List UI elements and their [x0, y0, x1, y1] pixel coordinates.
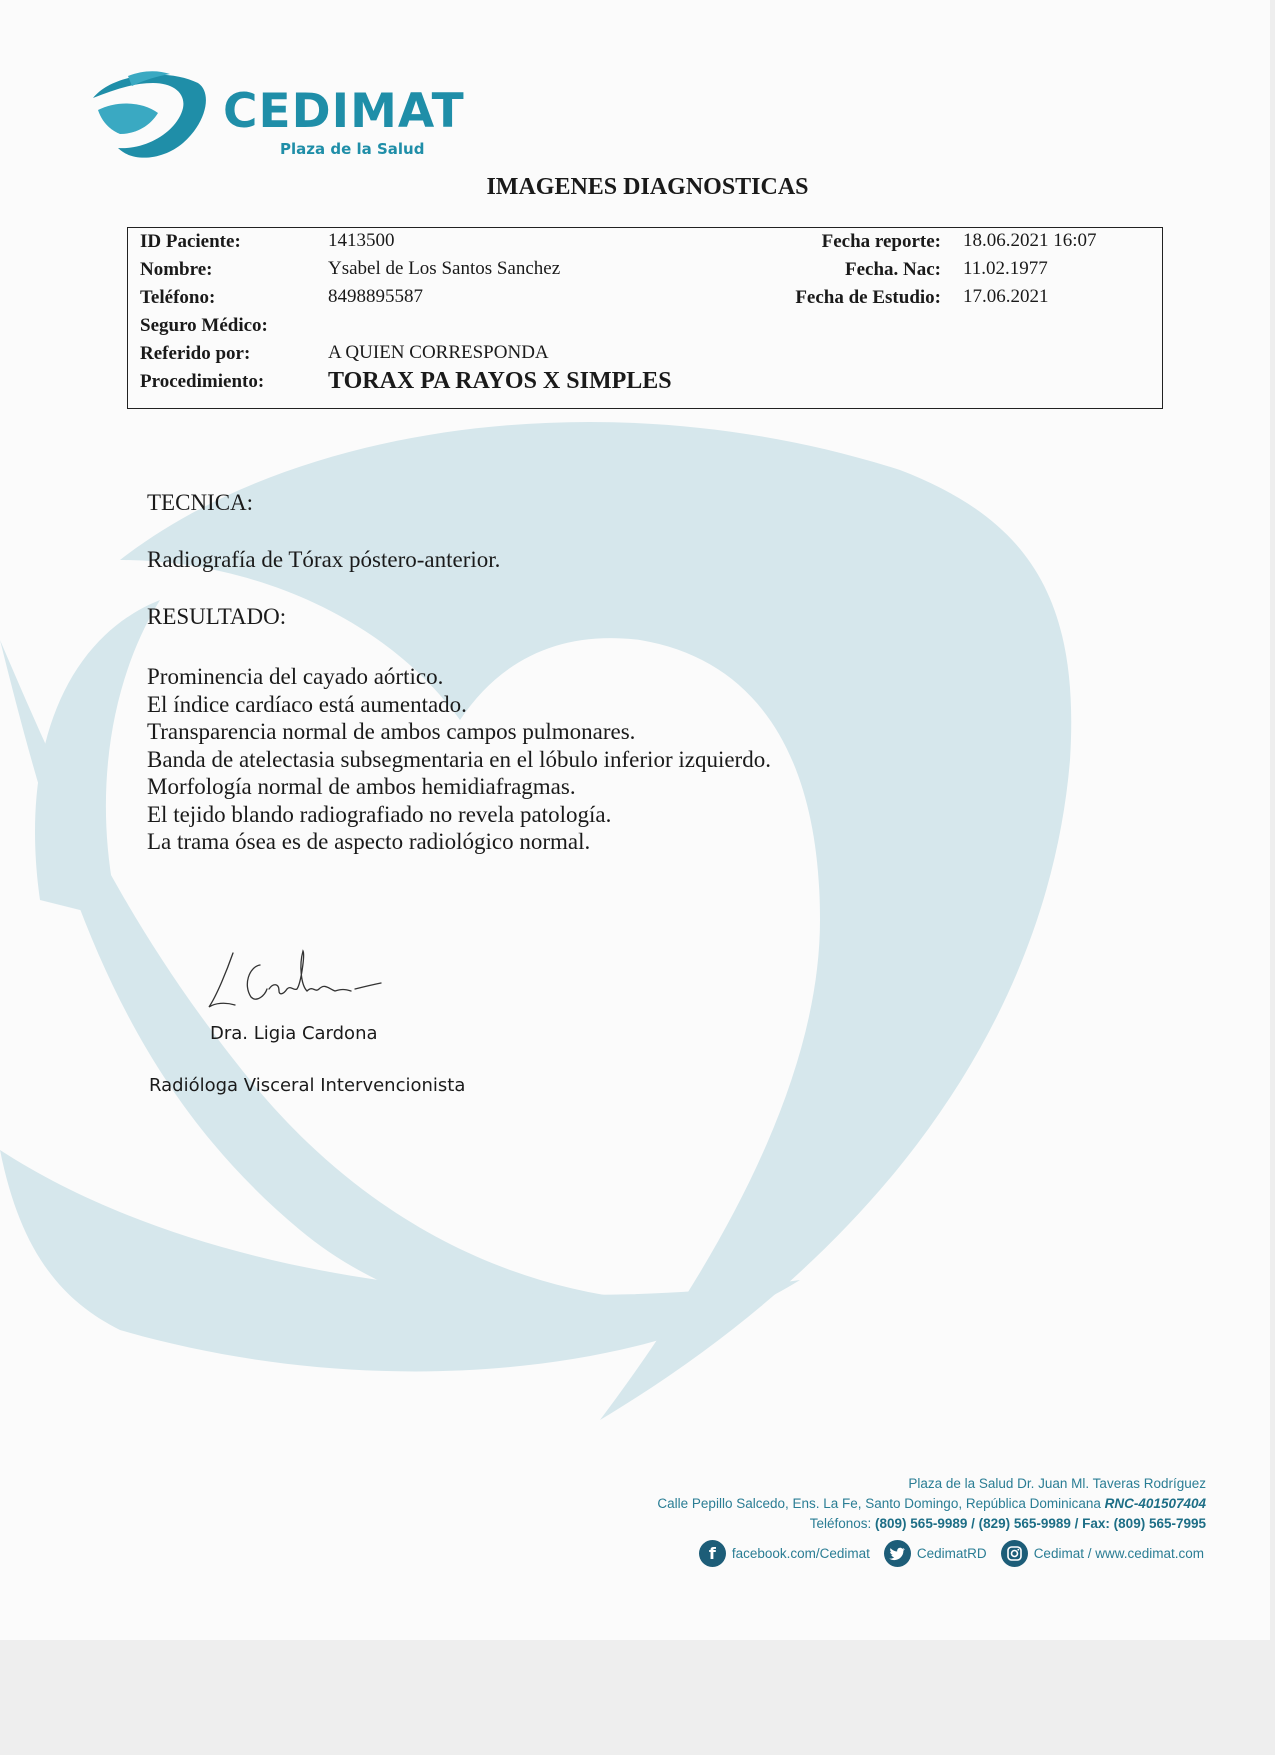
procedure-value: TORAX PA RAYOS X SIMPLES	[328, 368, 672, 394]
finding-item: Morfología normal de ambos hemidiafragmas.	[147, 774, 576, 799]
footer-rnc: RNC-401507404	[1104, 1496, 1206, 1511]
birth-date-label: Fecha. Nac:	[844, 259, 941, 280]
facebook-icon: f	[699, 1540, 726, 1567]
finding-item: La trama ósea es de aspecto radiológico normal.	[147, 829, 591, 854]
twitter-icon	[884, 1540, 911, 1567]
study-date-label: Fecha de Estudio:	[795, 287, 941, 308]
twitter-text: CedimatRD	[916, 1546, 987, 1561]
patient-info-box	[127, 227, 1163, 409]
footer-address: Calle Pepillo Salcedo, Ens. La Fe, Santo Domingo, República Dominicana	[657, 1496, 1101, 1511]
scan-margin	[0, 1640, 1275, 1755]
result-heading: RESULTADO:	[147, 604, 287, 629]
patient-name-value: Ysabel de Los Santos Sanchez	[328, 258, 561, 279]
patient-phone-value: 8498895587	[328, 286, 423, 307]
patient-phone-label: Teléfono:	[140, 287, 216, 308]
footer-phones-line	[810, 1516, 1206, 1531]
insurance-label: Seguro Médico:	[140, 315, 268, 336]
referred-value: A QUIEN CORRESPONDA	[328, 342, 549, 363]
finding-item: El índice cardíaco está aumentado.	[147, 691, 467, 717]
twitter-link[interactable]	[884, 1540, 987, 1567]
report-date-label: Fecha reporte:	[821, 231, 941, 252]
patient-name-label: Nombre:	[140, 259, 213, 280]
finding-item: Prominencia del cayado aórtico.	[147, 664, 444, 689]
logo-wordmark: CEDIMAT	[223, 84, 465, 139]
cedimat-swirl-logo-icon	[88, 68, 213, 163]
footer-phones-label: Teléfonos:	[809, 1516, 872, 1531]
document-title: IMAGENES DIAGNOSTICAS	[486, 174, 809, 200]
report-date-value: 18.06.2021 16:07	[963, 230, 1097, 251]
facebook-text: facebook.com/Cedimat	[731, 1546, 870, 1561]
patient-id-value: 1413500	[328, 230, 395, 251]
technique-text: Radiografía de Tórax póstero-anterior.	[147, 547, 501, 572]
footer-address-line	[657, 1496, 1206, 1511]
patient-id-label: ID Paciente:	[140, 231, 241, 252]
facebook-link[interactable]	[699, 1540, 870, 1567]
instagram-link[interactable]	[1001, 1540, 1204, 1567]
referred-label: Referido por:	[140, 343, 251, 364]
finding-item: El tejido blando radiografiado no revela patología.	[147, 801, 612, 827]
handwritten-signature	[205, 945, 385, 1020]
footer-phones: (809) 565-9989 / (829) 565-9989 / Fax: (809) 565-7995	[875, 1516, 1206, 1531]
finding-item: Transparencia normal de ambos campos pulmonares.	[147, 719, 636, 744]
technique-heading: TECNICA:	[147, 490, 254, 515]
instagram-icon	[1001, 1540, 1028, 1567]
procedure-label: Procedimiento:	[140, 371, 265, 392]
study-date-value: 17.06.2021	[963, 286, 1049, 307]
doctor-title: Radióloga Visceral Intervencionista	[149, 1075, 466, 1096]
finding-item: Banda de atelectasia subsegmentaria en el lóbulo inferior izquierdo.	[147, 746, 771, 772]
findings-list	[147, 663, 771, 856]
logo-subtitle: Plaza de la Salud	[280, 140, 425, 158]
social-links	[685, 1540, 1204, 1567]
cedimat-logo	[88, 68, 465, 163]
birth-date-value: 11.02.1977	[963, 258, 1048, 279]
doctor-name: Dra. Ligia Cardona	[210, 1023, 378, 1044]
footer-location: Plaza de la Salud Dr. Juan Ml. Taveras Rodríguez	[908, 1476, 1206, 1491]
instagram-text: Cedimat / www.cedimat.com	[1033, 1546, 1204, 1561]
